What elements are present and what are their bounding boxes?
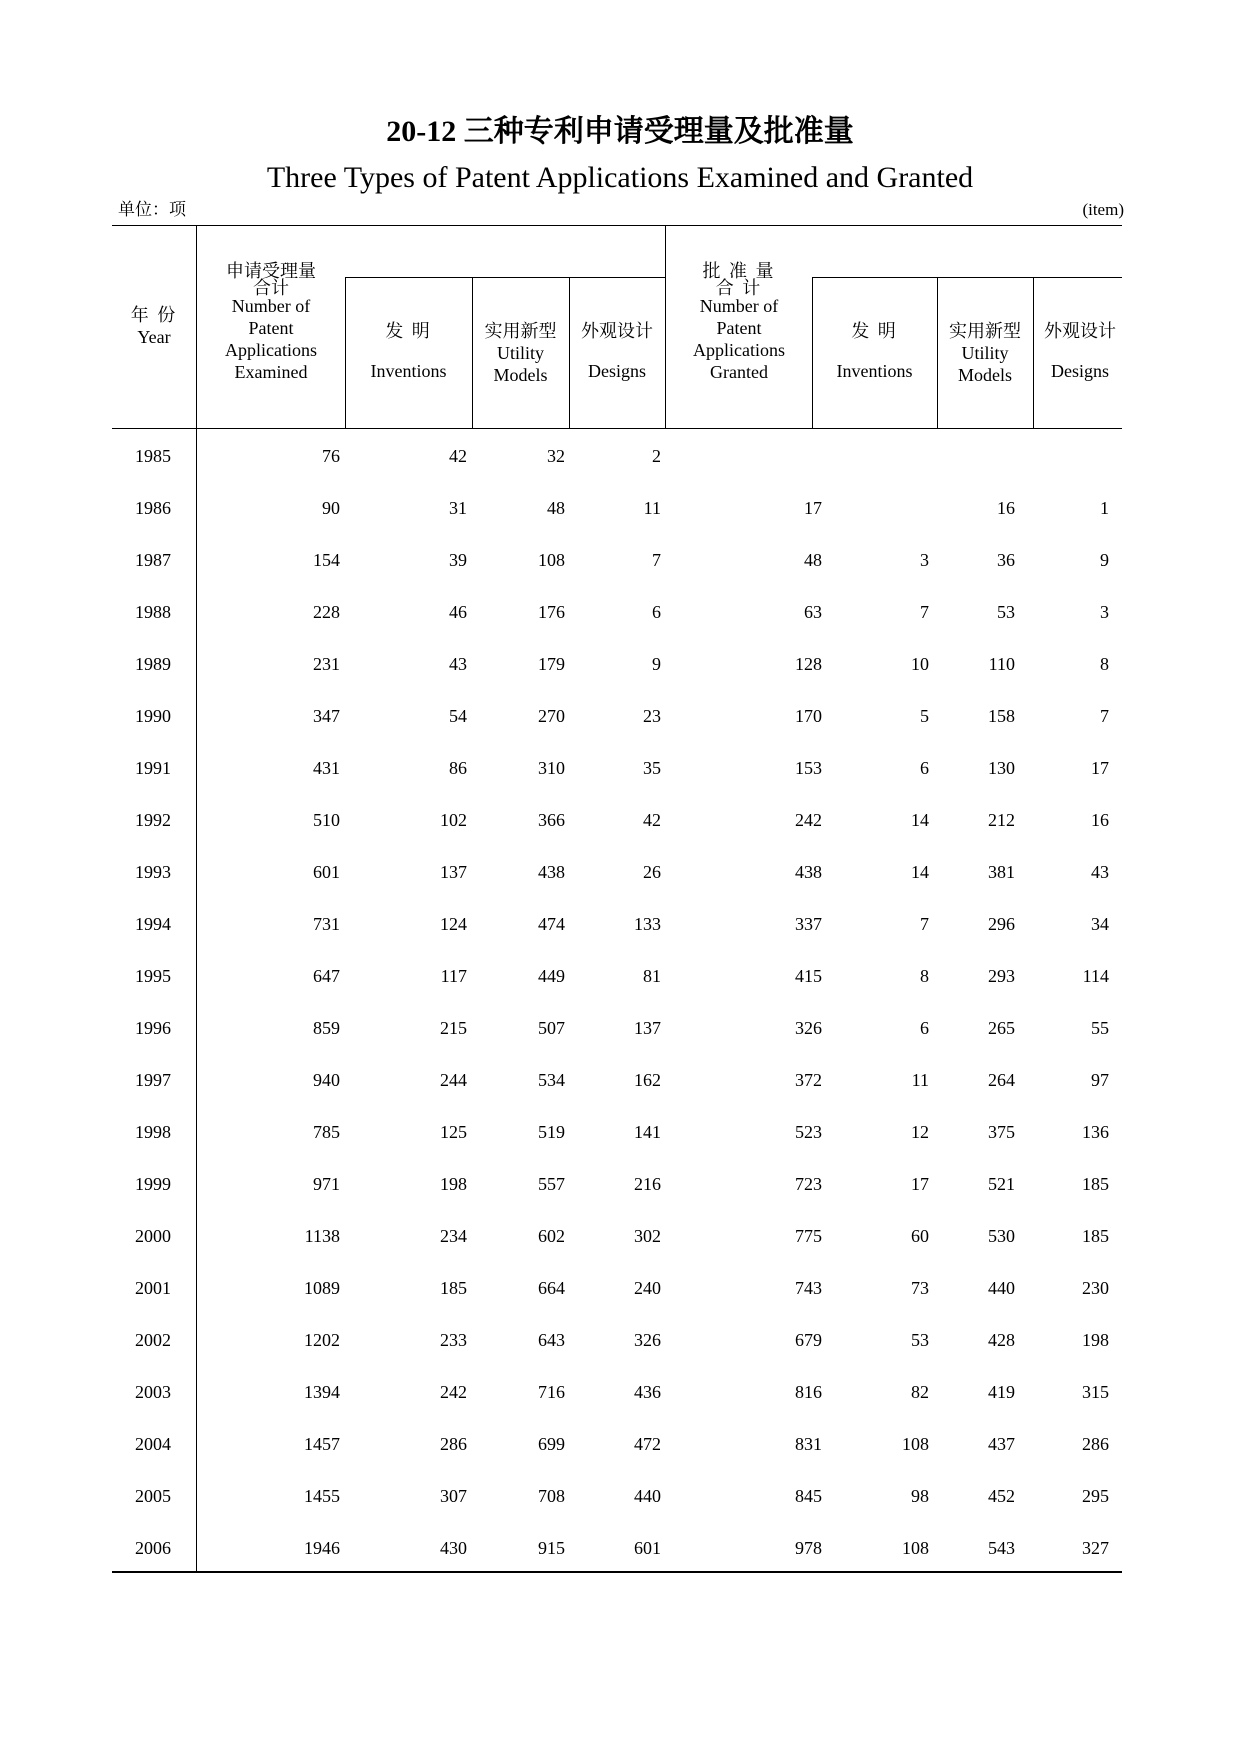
year-cell: 1992: [135, 810, 171, 830]
year-cell: 2004: [135, 1434, 171, 1454]
granted-utility-cell: 375: [988, 1122, 1015, 1142]
examined-designs-cell: 162: [634, 1070, 661, 1090]
granted-designs-cell: [112, 430, 1109, 482]
examined-utility-cell: 449: [538, 966, 565, 986]
table-row: [112, 1522, 1122, 1574]
header-utility-cn: 实用新型: [484, 321, 557, 341]
table-row: [112, 742, 1122, 794]
granted-total-cell: 372: [795, 1070, 822, 1090]
examined-total-cell: 1394: [304, 1382, 340, 1402]
examined-inventions-cell: 43: [449, 654, 467, 674]
examined-total-cell: 90: [322, 498, 340, 518]
granted-total-cell: 816: [795, 1382, 822, 1402]
granted-designs-cell: 3: [1100, 602, 1109, 622]
header-examined-inventions: [345, 320, 472, 382]
header-bottom-rule: [112, 428, 1122, 429]
examined-designs-cell: 240: [634, 1278, 661, 1298]
examined-total-cell: 1946: [304, 1538, 340, 1558]
granted-designs-cell: 9: [1100, 550, 1109, 570]
granted-utility-cell: 212: [988, 810, 1015, 830]
examined-utility-cell: 519: [538, 1122, 565, 1142]
granted-inventions-cell: 7: [920, 602, 929, 622]
granted-utility-cell: 440: [988, 1278, 1015, 1298]
granted-utility-cell: 437: [988, 1434, 1015, 1454]
granted-designs-cell: 17: [1091, 758, 1109, 778]
header-granted-en-2: Patent: [716, 318, 762, 338]
examined-inventions-cell: 31: [449, 498, 467, 518]
examined-total-cell: 154: [313, 550, 340, 570]
examined-total-cell: 971: [313, 1174, 340, 1194]
year-cell: 1986: [135, 498, 171, 518]
examined-total-cell: 1089: [304, 1278, 340, 1298]
examined-inventions-cell: 244: [440, 1070, 467, 1090]
year-cell: 1993: [135, 862, 171, 882]
examined-utility-cell: 48: [547, 498, 565, 518]
examined-utility-cell: 366: [538, 810, 565, 830]
examined-inventions-cell: 215: [440, 1018, 467, 1038]
header-examined-en-2: Patent: [248, 318, 294, 338]
examined-inventions-cell: 307: [440, 1486, 467, 1506]
granted-total-cell: 17: [804, 498, 822, 518]
header-granted-en-3: Applications: [693, 340, 785, 360]
granted-inventions-cell: 53: [911, 1330, 929, 1350]
examined-total-cell: 228: [313, 602, 340, 622]
granted-inventions-cell: 98: [911, 1486, 929, 1506]
table-row: [112, 1158, 1122, 1210]
examined-total-cell: 1455: [304, 1486, 340, 1506]
granted-utility-cell: 265: [988, 1018, 1015, 1038]
granted-total-cell: 523: [795, 1122, 822, 1142]
header-examined-cn1: 申请受理量: [226, 261, 316, 281]
header-designs-cn: 外观设计: [581, 321, 653, 341]
granted-inventions-cell: 14: [911, 810, 929, 830]
granted-designs-cell: 114: [1082, 966, 1109, 986]
examined-inventions-cell: 102: [440, 810, 467, 830]
header-granted-en-1: Number of: [699, 296, 779, 316]
examined-total-cell: 785: [313, 1122, 340, 1142]
header-utility-en2: Models: [493, 365, 548, 385]
header-granted-utility-cn: 实用新型: [949, 321, 1021, 341]
examined-total-cell: 859: [313, 1018, 340, 1038]
year-cell: 2003: [135, 1382, 171, 1402]
granted-utility-cell: 110: [988, 654, 1015, 674]
examined-designs-cell: 9: [652, 654, 661, 674]
header-examined-cn2: 合计: [253, 278, 289, 298]
table-row: [112, 430, 1122, 482]
granted-total-cell: 326: [795, 1018, 822, 1038]
year-cell: 1991: [135, 758, 171, 778]
examined-inventions-cell: 124: [440, 914, 467, 934]
granted-inventions-cell: 8: [920, 966, 929, 986]
examined-total-cell: 1457: [304, 1434, 340, 1454]
header-inventions-cn: 发 明: [385, 321, 432, 341]
table-row: [112, 898, 1122, 950]
page-title-chinese: 20-12 三种专利申请受理量及批准量: [386, 115, 854, 148]
examined-utility-cell: 176: [538, 602, 565, 622]
examined-inventions-cell: 117: [440, 966, 467, 986]
granted-designs-cell: 16: [1091, 810, 1109, 830]
examined-inventions-cell: 233: [440, 1330, 467, 1350]
header-inner-rule-right: [812, 277, 1122, 278]
examined-designs-cell: 7: [652, 550, 661, 570]
header-examined-en-1: Number of: [231, 296, 311, 316]
examined-utility-cell: 270: [538, 706, 565, 726]
examined-inventions-cell: 286: [440, 1434, 467, 1454]
granted-total-cell: 831: [795, 1434, 822, 1454]
table-row: [112, 534, 1122, 586]
examined-total-cell: 76: [322, 446, 340, 466]
header-granted-inventions-en: Inventions: [836, 361, 913, 381]
examined-total-cell: 347: [313, 706, 340, 726]
granted-designs-cell: 97: [1091, 1070, 1109, 1090]
year-cell: 2002: [135, 1330, 171, 1350]
granted-utility-cell: 53: [997, 602, 1015, 622]
examined-utility-cell: 557: [538, 1174, 565, 1194]
header-examined-utility: [472, 320, 569, 386]
granted-designs-cell: 136: [1082, 1122, 1109, 1142]
year-cell: 1999: [135, 1174, 171, 1194]
unit-label-chinese: 单位：项: [118, 200, 186, 219]
header-examined-en-4: Examined: [234, 362, 308, 382]
table-row: [112, 638, 1122, 690]
table-row: [112, 1002, 1122, 1054]
granted-utility-cell: 130: [988, 758, 1015, 778]
examined-utility-cell: 716: [538, 1382, 565, 1402]
granted-utility-cell: 16: [997, 498, 1015, 518]
granted-utility-cell: 530: [988, 1226, 1015, 1246]
table-row: [112, 1054, 1122, 1106]
header-granted-designs-cn: 外观设计: [1044, 321, 1116, 341]
granted-designs-cell: 327: [1082, 1538, 1109, 1558]
examined-designs-cell: 35: [643, 758, 661, 778]
examined-utility-cell: 179: [538, 654, 565, 674]
granted-inventions-cell: 3: [920, 550, 929, 570]
granted-designs-cell: 55: [1091, 1018, 1109, 1038]
examined-utility-cell: 32: [547, 446, 565, 466]
year-cell: 1990: [135, 706, 171, 726]
examined-utility-cell: 108: [538, 550, 565, 570]
examined-total-cell: 1202: [304, 1330, 340, 1350]
examined-inventions-cell: 39: [449, 550, 467, 570]
granted-total-cell: 415: [795, 966, 822, 986]
year-cell: 1998: [135, 1122, 171, 1142]
granted-total-cell: 438: [795, 862, 822, 882]
granted-designs-cell: 7: [1100, 706, 1109, 726]
granted-total-cell: 153: [795, 758, 822, 778]
granted-utility-cell: 543: [988, 1538, 1015, 1558]
examined-designs-cell: 6: [652, 602, 661, 622]
examined-designs-cell: 2: [652, 446, 661, 466]
granted-total-cell: 63: [804, 602, 822, 622]
unit-label-english: (item): [1082, 200, 1124, 219]
header-granted-cn2: 合 计: [715, 278, 763, 298]
examined-inventions-cell: 42: [449, 446, 467, 466]
year-cell: 2005: [135, 1486, 171, 1506]
examined-inventions-cell: 242: [440, 1382, 467, 1402]
granted-total-cell: 242: [795, 810, 822, 830]
granted-designs-cell: 295: [1082, 1486, 1109, 1506]
granted-inventions-cell: 7: [920, 914, 929, 934]
examined-total-cell: 940: [313, 1070, 340, 1090]
granted-utility-cell: 293: [988, 966, 1015, 986]
granted-total-cell: 128: [795, 654, 822, 674]
examined-designs-cell: 133: [634, 914, 661, 934]
granted-inventions-cell: 6: [920, 1018, 929, 1038]
granted-inventions-cell: 6: [920, 758, 929, 778]
granted-designs-cell: 1: [1100, 498, 1109, 518]
table-row: [112, 1418, 1122, 1470]
examined-inventions-cell: 198: [440, 1174, 467, 1194]
examined-total-cell: 731: [313, 914, 340, 934]
examined-total-cell: 601: [313, 862, 340, 882]
table-row: [112, 1106, 1122, 1158]
granted-total-cell: 775: [795, 1226, 822, 1246]
granted-total-cell: 679: [795, 1330, 822, 1350]
header-granted-utility-en1: Utility: [961, 343, 1009, 363]
year-cell: 1989: [135, 654, 171, 674]
examined-utility-cell: 534: [538, 1070, 565, 1090]
examined-designs-cell: 302: [634, 1226, 661, 1246]
examined-total-cell: 1138: [304, 1226, 340, 1246]
header-year-cn: 年 份: [130, 305, 178, 325]
examined-designs-cell: 141: [634, 1122, 661, 1142]
granted-inventions-cell: 108: [902, 1434, 929, 1454]
table-row: [112, 846, 1122, 898]
header-examined-en-3: Applications: [225, 340, 317, 360]
table-row: [112, 1262, 1122, 1314]
examined-utility-cell: 474: [538, 914, 565, 934]
header-designs-en: Designs: [588, 361, 646, 381]
table-row: [112, 1470, 1122, 1522]
examined-inventions-cell: 46: [449, 602, 467, 622]
header-granted-designs: [1033, 320, 1127, 382]
year-cell: 1995: [135, 966, 171, 986]
table-row: [112, 1210, 1122, 1262]
year-cell: 1996: [135, 1018, 171, 1038]
examined-utility-cell: 438: [538, 862, 565, 882]
examined-designs-cell: 26: [643, 862, 661, 882]
examined-utility-cell: 507: [538, 1018, 565, 1038]
page-title-english: Three Types of Patent Applications Examined and Granted: [266, 161, 974, 194]
header-granted-inventions-cn: 发 明: [851, 321, 898, 341]
examined-utility-cell: 708: [538, 1486, 565, 1506]
granted-inventions-cell: 12: [911, 1122, 929, 1142]
header-examined-designs: [569, 320, 665, 382]
granted-inventions-cell: 60: [911, 1226, 929, 1246]
granted-utility-cell: 264: [988, 1070, 1015, 1090]
table-row: [112, 950, 1122, 1002]
examined-designs-cell: 472: [634, 1434, 661, 1454]
examined-utility-cell: 915: [538, 1538, 565, 1558]
table-top-rule: [112, 225, 1122, 226]
year-cell: 1985: [135, 446, 171, 466]
granted-designs-cell: 185: [1082, 1174, 1109, 1194]
examined-inventions-cell: 54: [449, 706, 467, 726]
year-cell: 1987: [135, 550, 171, 570]
granted-designs-cell: 185: [1082, 1226, 1109, 1246]
examined-designs-cell: 326: [634, 1330, 661, 1350]
examined-utility-cell: 643: [538, 1330, 565, 1350]
year-cell: 2000: [135, 1226, 171, 1246]
examined-designs-cell: 11: [643, 498, 661, 518]
granted-utility-cell: 419: [988, 1382, 1015, 1402]
granted-total-cell: 723: [795, 1174, 822, 1194]
granted-designs-cell: 198: [1082, 1330, 1109, 1350]
header-granted-cn1: 批 准 量: [702, 261, 776, 281]
granted-inventions-cell: 73: [911, 1278, 929, 1298]
examined-designs-cell: 23: [643, 706, 661, 726]
examined-inventions-cell: 430: [440, 1538, 467, 1558]
examined-designs-cell: 216: [634, 1174, 661, 1194]
granted-utility-cell: 428: [988, 1330, 1015, 1350]
granted-total-cell: 978: [795, 1538, 822, 1558]
examined-inventions-cell: 125: [440, 1122, 467, 1142]
table-row: [112, 586, 1122, 638]
granted-inventions-cell: 82: [911, 1382, 929, 1402]
examined-inventions-cell: 86: [449, 758, 467, 778]
examined-utility-cell: 602: [538, 1226, 565, 1246]
examined-designs-cell: 137: [634, 1018, 661, 1038]
granted-utility-cell: 296: [988, 914, 1015, 934]
granted-utility-cell: 381: [988, 862, 1015, 882]
granted-designs-cell: 34: [1091, 914, 1109, 934]
table-row: [112, 1366, 1122, 1418]
examined-designs-cell: 440: [634, 1486, 661, 1506]
examined-total-cell: 510: [313, 810, 340, 830]
granted-designs-cell: 286: [1082, 1434, 1109, 1454]
examined-designs-cell: 42: [643, 810, 661, 830]
granted-inventions-cell: 108: [902, 1538, 929, 1558]
granted-total-cell: 845: [795, 1486, 822, 1506]
examined-utility-cell: 664: [538, 1278, 565, 1298]
year-cell: 1994: [135, 914, 171, 934]
year-cell: 1997: [135, 1070, 171, 1090]
granted-inventions-cell: 11: [911, 1070, 929, 1090]
table-row: [112, 1314, 1122, 1366]
granted-inventions-cell: 17: [911, 1174, 929, 1194]
granted-utility-cell: 521: [988, 1174, 1015, 1194]
header-granted-en-4: Granted: [710, 362, 768, 382]
granted-total-cell: 337: [795, 914, 822, 934]
year-cell: 1988: [135, 602, 171, 622]
granted-total-cell: 48: [804, 550, 822, 570]
header-inventions-en: Inventions: [370, 361, 447, 381]
table-row: [112, 690, 1122, 742]
granted-inventions-cell: 5: [920, 706, 929, 726]
examined-designs-cell: 601: [634, 1538, 661, 1558]
examined-inventions-cell: 137: [440, 862, 467, 882]
granted-total-cell: 743: [795, 1278, 822, 1298]
examined-total-cell: 231: [313, 654, 340, 674]
granted-inventions-cell: 10: [911, 654, 929, 674]
table-row: [112, 482, 1122, 534]
examined-inventions-cell: 185: [440, 1278, 467, 1298]
header-utility-en1: Utility: [496, 343, 544, 363]
granted-designs-cell: 43: [1091, 862, 1109, 882]
header-examined-total: [197, 261, 345, 383]
granted-utility-cell: 36: [997, 550, 1015, 570]
header-inner-rule-left: [345, 277, 665, 278]
header-granted-total: [666, 261, 812, 383]
examined-total-cell: 647: [313, 966, 340, 986]
granted-designs-cell: 230: [1082, 1278, 1109, 1298]
granted-utility-cell: 452: [988, 1486, 1015, 1506]
year-cell: 2006: [135, 1538, 171, 1558]
header-granted-designs-en: Designs: [1051, 361, 1109, 381]
header-granted-inventions: [812, 320, 937, 382]
table-row: [112, 794, 1122, 846]
header-year: [112, 304, 196, 348]
granted-inventions-cell: 14: [911, 862, 929, 882]
granted-utility-cell: 158: [988, 706, 1015, 726]
examined-utility-cell: 310: [538, 758, 565, 778]
header-year-en: Year: [137, 327, 171, 347]
examined-inventions-cell: 234: [440, 1226, 467, 1246]
year-cell: 2001: [135, 1278, 171, 1298]
examined-designs-cell: 436: [634, 1382, 661, 1402]
granted-designs-cell: 8: [1100, 654, 1109, 674]
granted-total-cell: 170: [795, 706, 822, 726]
header-granted-utility-en2: Models: [958, 365, 1012, 385]
header-granted-utility: [937, 320, 1033, 386]
granted-designs-cell: 315: [1082, 1382, 1109, 1402]
examined-total-cell: 431: [313, 758, 340, 778]
examined-utility-cell: 699: [538, 1434, 565, 1454]
examined-designs-cell: 81: [643, 966, 661, 986]
